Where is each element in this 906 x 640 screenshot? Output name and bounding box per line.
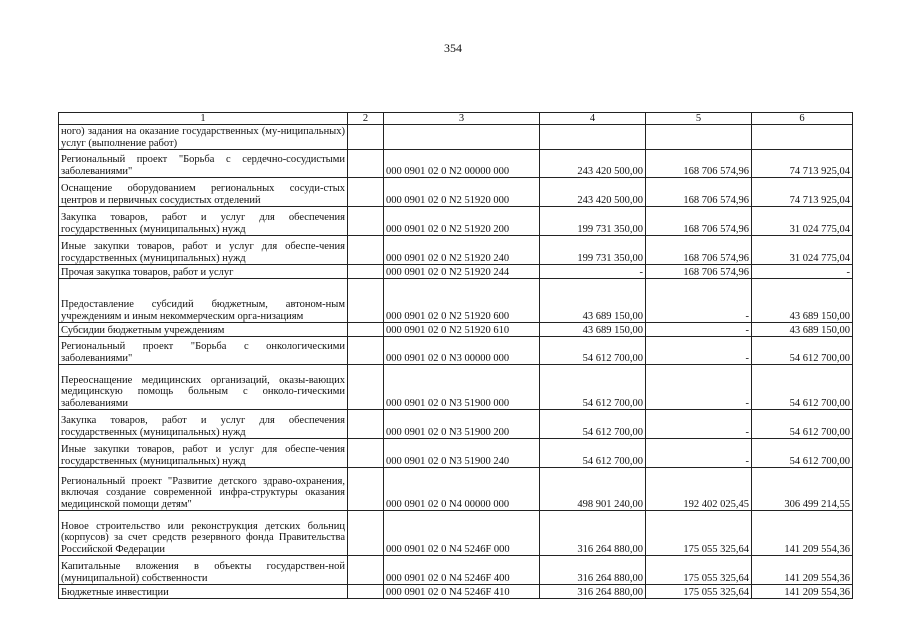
column-2-cell <box>348 178 384 207</box>
column-4-value-cell: 54 612 700,00 <box>540 439 646 468</box>
column-4-value-cell: - <box>540 265 646 279</box>
budget-code-cell: 000 0901 02 0 N3 51900 000 <box>384 365 540 410</box>
column-6-value-cell: 306 499 214,55 <box>752 468 853 511</box>
table-row <box>59 365 853 410</box>
table-row <box>59 337 853 365</box>
column-4-value-cell: 316 264 880,00 <box>540 511 646 556</box>
column-2-cell <box>348 556 384 585</box>
item-name-cell: Субсидии бюджетным учреждениям <box>59 323 348 337</box>
column-2-cell <box>348 323 384 337</box>
column-2-cell <box>348 585 384 599</box>
item-name-cell: Закупка товаров, работ и услуг для обеспечения государственных (муниципальных) нужд <box>59 410 348 439</box>
table-row <box>59 150 853 178</box>
budget-code-cell: 000 0901 02 0 N2 51920 240 <box>384 236 540 265</box>
column-5-value-cell: - <box>646 439 752 468</box>
header-row <box>59 113 853 125</box>
column-4-value-cell: 43 689 150,00 <box>540 279 646 323</box>
column-6-value-cell: 74 713 925,04 <box>752 178 853 207</box>
table-row <box>59 410 853 439</box>
column-header-5: 5 <box>646 113 752 125</box>
column-6-value-cell: 74 713 925,04 <box>752 150 853 178</box>
column-2-cell <box>348 236 384 265</box>
column-4-value-cell: 43 689 150,00 <box>540 323 646 337</box>
column-6-value-cell: 54 612 700,00 <box>752 337 853 365</box>
column-header-6: 6 <box>752 113 853 125</box>
column-6-value-cell: 54 612 700,00 <box>752 439 853 468</box>
column-5-value-cell: 192 402 025,45 <box>646 468 752 511</box>
column-header-2: 2 <box>348 113 384 125</box>
column-header-1: 1 <box>59 113 348 125</box>
item-name-cell: Переоснащение медицинских организаций, оказы-вающих медицинскую помощь больным с онколо-гическими заболеваниями <box>59 365 348 410</box>
budget-code-cell <box>384 125 540 150</box>
column-2-cell <box>348 265 384 279</box>
column-6-value-cell: 141 209 554,36 <box>752 556 853 585</box>
column-header-3: 3 <box>384 113 540 125</box>
column-6-value-cell: 54 612 700,00 <box>752 365 853 410</box>
item-name-cell: Региональный проект "Борьба с сердечно-сосудистыми заболеваниями" <box>59 150 348 178</box>
table-header <box>59 113 853 125</box>
budget-code-cell: 000 0901 02 0 N4 00000 000 <box>384 468 540 511</box>
column-4-value-cell: 54 612 700,00 <box>540 337 646 365</box>
column-4-value-cell: 498 901 240,00 <box>540 468 646 511</box>
budget-code-cell: 000 0901 02 0 N4 5246F 400 <box>384 556 540 585</box>
column-5-value-cell: - <box>646 365 752 410</box>
column-6-value-cell: 31 024 775,04 <box>752 207 853 236</box>
column-4-value-cell: 316 264 880,00 <box>540 585 646 599</box>
column-4-value-cell: 316 264 880,00 <box>540 556 646 585</box>
budget-code-cell: 000 0901 02 0 N2 51920 200 <box>384 207 540 236</box>
budget-code-cell: 000 0901 02 0 N2 51920 600 <box>384 279 540 323</box>
table-body <box>59 125 853 599</box>
column-4-value-cell: 54 612 700,00 <box>540 365 646 410</box>
column-2-cell <box>348 365 384 410</box>
column-6-value-cell: - <box>752 265 853 279</box>
column-6-value-cell <box>752 125 853 150</box>
budget-code-cell: 000 0901 02 0 N3 51900 200 <box>384 410 540 439</box>
column-4-value-cell: 243 420 500,00 <box>540 150 646 178</box>
column-5-value-cell: 168 706 574,96 <box>646 236 752 265</box>
column-header-4: 4 <box>540 113 646 125</box>
column-5-value-cell: 175 055 325,64 <box>646 556 752 585</box>
column-2-cell <box>348 439 384 468</box>
item-name-cell: Оснащение оборудованием региональных сосуди-стых центров и первичных сосудистых отделений <box>59 178 348 207</box>
table-row <box>59 279 853 323</box>
item-name-cell: Региональный проект "Развитие детского здраво-охранения, включая создание современной инфра-структуры оказания медицинской помощи детям" <box>59 468 348 511</box>
column-2-cell <box>348 150 384 178</box>
column-4-value-cell <box>540 125 646 150</box>
column-5-value-cell: - <box>646 279 752 323</box>
table-row <box>59 439 853 468</box>
column-5-value-cell: 175 055 325,64 <box>646 511 752 556</box>
item-name-cell: Иные закупки товаров, работ и услуг для обеспе-чения государственных (муниципальных) нужд <box>59 439 348 468</box>
budget-code-cell: 000 0901 02 0 N2 51920 000 <box>384 178 540 207</box>
table-row <box>59 511 853 556</box>
column-6-value-cell: 31 024 775,04 <box>752 236 853 265</box>
item-name-cell: Закупка товаров, работ и услуг для обеспечения государственных (муниципальных) нужд <box>59 207 348 236</box>
table-row <box>59 585 853 599</box>
table-row <box>59 323 853 337</box>
column-5-value-cell: 168 706 574,96 <box>646 207 752 236</box>
budget-code-cell: 000 0901 02 0 N2 00000 000 <box>384 150 540 178</box>
column-5-value-cell: 175 055 325,64 <box>646 585 752 599</box>
page-number: 354 <box>444 41 462 55</box>
column-5-value-cell: - <box>646 323 752 337</box>
item-name-cell: Иные закупки товаров, работ и услуг для обеспе-чения государственных (муниципальных) нужд <box>59 236 348 265</box>
table-row <box>59 178 853 207</box>
item-name-cell: Новое строительство или реконструкция детских больниц (корпусов) за счет средств резервного фонда Правительства Российской Федерации <box>59 511 348 556</box>
column-2-cell <box>348 337 384 365</box>
budget-code-cell: 000 0901 02 0 N2 51920 244 <box>384 265 540 279</box>
column-6-value-cell: 141 209 554,36 <box>752 585 853 599</box>
item-name-cell: Предоставление субсидий бюджетным, автоном-ным учреждениям и иным некоммерческим орга-низациям <box>59 279 348 323</box>
item-name-cell: Региональный проект "Борьба с онкологическими заболеваниями" <box>59 337 348 365</box>
column-5-value-cell <box>646 125 752 150</box>
column-6-value-cell: 43 689 150,00 <box>752 323 853 337</box>
column-5-value-cell: - <box>646 410 752 439</box>
column-6-value-cell: 43 689 150,00 <box>752 279 853 323</box>
column-2-cell <box>348 511 384 556</box>
item-name-cell: Капитальные вложения в объекты государствен-ной (муниципальной) собственности <box>59 556 348 585</box>
table-row <box>59 556 853 585</box>
column-4-value-cell: 199 731 350,00 <box>540 207 646 236</box>
item-name-cell: ного) задания на оказание государственных (му-ниципальных) услуг (выполнение работ) <box>59 125 348 150</box>
table-row <box>59 207 853 236</box>
column-4-value-cell: 199 731 350,00 <box>540 236 646 265</box>
table-row <box>59 468 853 511</box>
table-row <box>59 265 853 279</box>
column-4-value-cell: 54 612 700,00 <box>540 410 646 439</box>
column-5-value-cell: 168 706 574,96 <box>646 265 752 279</box>
column-5-value-cell: 168 706 574,96 <box>646 150 752 178</box>
table-row <box>59 125 853 150</box>
column-6-value-cell: 54 612 700,00 <box>752 410 853 439</box>
budget-code-cell: 000 0901 02 0 N4 5246F 000 <box>384 511 540 556</box>
budget-table <box>58 112 853 599</box>
table-row <box>59 236 853 265</box>
column-4-value-cell: 243 420 500,00 <box>540 178 646 207</box>
item-name-cell: Бюджетные инвестиции <box>59 585 348 599</box>
column-5-value-cell: - <box>646 337 752 365</box>
column-5-value-cell: 168 706 574,96 <box>646 178 752 207</box>
column-2-cell <box>348 410 384 439</box>
column-2-cell <box>348 279 384 323</box>
column-2-cell <box>348 125 384 150</box>
budget-code-cell: 000 0901 02 0 N3 51900 240 <box>384 439 540 468</box>
item-name-cell: Прочая закупка товаров, работ и услуг <box>59 265 348 279</box>
column-6-value-cell: 141 209 554,36 <box>752 511 853 556</box>
column-2-cell <box>348 468 384 511</box>
budget-code-cell: 000 0901 02 0 N2 51920 610 <box>384 323 540 337</box>
budget-code-cell: 000 0901 02 0 N3 00000 000 <box>384 337 540 365</box>
budget-code-cell: 000 0901 02 0 N4 5246F 410 <box>384 585 540 599</box>
column-2-cell <box>348 207 384 236</box>
